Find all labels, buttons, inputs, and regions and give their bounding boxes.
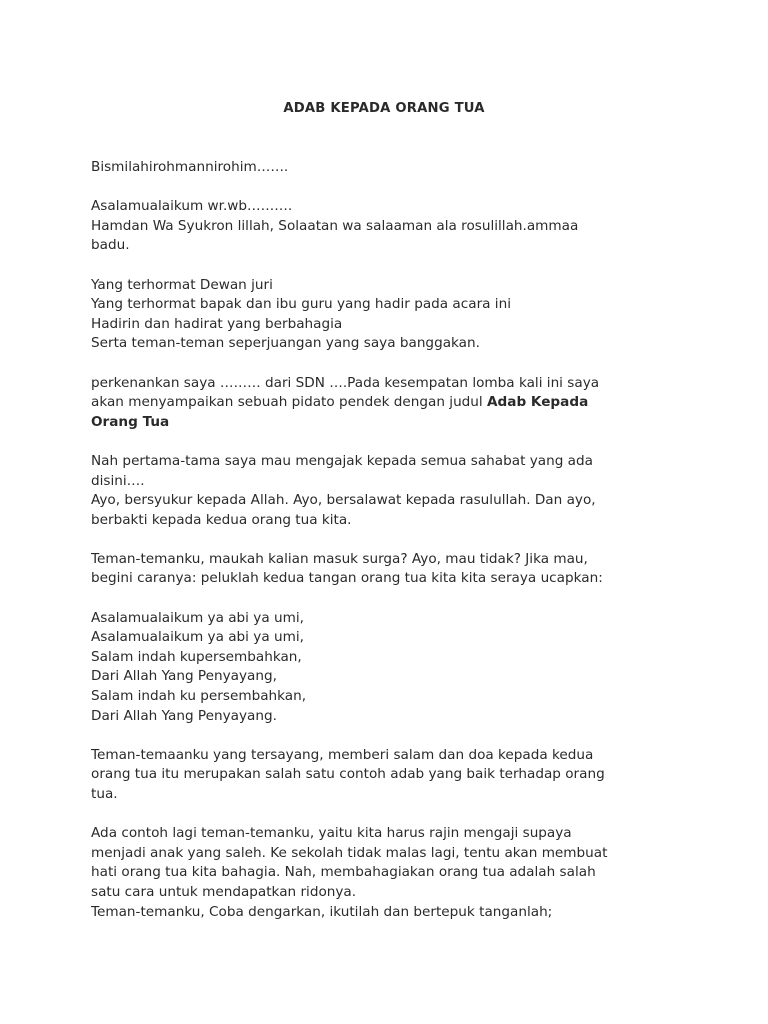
salutation-line: Serta teman-teman seperjuangan yang saya banggakan. [91,335,480,352]
intro-line [91,413,691,433]
salutation-line: Yang terhormat Dewan juri [91,276,273,293]
opening-line: Bismilahirohmannirohim……. [91,159,289,175]
paragraph-gap [91,178,691,198]
paragraph-line: Ayo, bersyukur kepada Allah. Ayo, bersalawat kepada rasulullah. Dan ayo, [91,492,596,509]
intro-line: perkenankan saya ……… dari SDN ….Pada kesempatan lomba kali ini saya [91,374,600,391]
paragraph-line: tua. [91,786,118,802]
verse-line: Dari Allah Yang Penyayang, [91,668,277,685]
paragraph-line: Nah pertama-tama saya mau mengajak kepada semua sahabat yang ada [91,452,593,469]
intro-text: akan menyampaikan sebuah pidato pendek dengan judul [91,394,488,411]
paragraph-line: Teman-temanku, Coba dengarkan, ikutilah dan bertepuk tanganlah; [91,903,553,920]
paragraph-line: hati orang tua kita bahagia. Nah, membahagiakan orang tua adalah salah [91,864,596,881]
paragraph-gap [91,354,691,374]
verse-line: Salam indah ku persembahkan, [91,688,307,705]
verse-line: Dari Allah Yang Penyayang. [91,707,277,724]
paragraph-line: Ada contoh lagi teman-temanku, yaitu kita harus rajin mengaji supaya [91,825,572,842]
paragraph-gap [91,256,691,276]
greeting-line: badu. [91,237,130,254]
paragraph-line: satu cara untuk mendapatkan ridonya. [91,883,357,900]
speech-title-bold: Adab Kepada [487,394,589,411]
verse-line: Asalamualaikum ya abi ya umi, [91,629,304,646]
greeting-line: Asalamualaikum wr.wb………. [91,198,293,215]
paragraph-line: Teman-temanku, maukah kalian masuk surga? Ayo, mau tidak? Jika mau, [91,550,588,567]
paragraph-gap [91,805,691,825]
document-body [91,158,691,922]
verse-line: Asalamualaikum ya abi ya umi, [91,609,304,626]
verse-line: Salam indah kupersembahkan, [91,648,302,665]
page-title: ADAB KEPADA ORANG TUA [283,101,485,116]
salutation-line: Hadirin dan hadirat yang berbahagia [91,315,343,332]
greeting-line: Hamdan Wa Syukron lillah, Solaatan wa salaaman ala rosulillah.ammaa [91,217,579,234]
paragraph-line: disini…. [91,472,145,489]
paragraph-gap [91,726,691,746]
paragraph-line: menjadi anak yang saleh. Ke sekolah tidak malas lagi, tentu akan membuat [91,844,608,861]
paragraph-gap [91,530,691,550]
paragraph-line: orang tua itu merupakan salah satu contoh adab yang baik terhadap orang [91,766,605,783]
paragraph-gap [91,432,691,452]
paragraph-line: begini caranya: peluklah kedua tangan orang tua kita kita seraya ucapkan: [91,570,603,587]
paragraph-line: Teman-temaanku yang tersayang, memberi salam dan doa kepada kedua [91,746,594,763]
paragraph-gap [91,589,691,609]
intro-line [91,393,691,413]
speech-title-bold: Orang Tua [91,413,170,430]
paragraph-line: berbakti kepada kedua orang tua kita. [91,511,352,528]
salutation-line: Yang terhormat bapak dan ibu guru yang hadir pada acara ini [91,296,511,313]
